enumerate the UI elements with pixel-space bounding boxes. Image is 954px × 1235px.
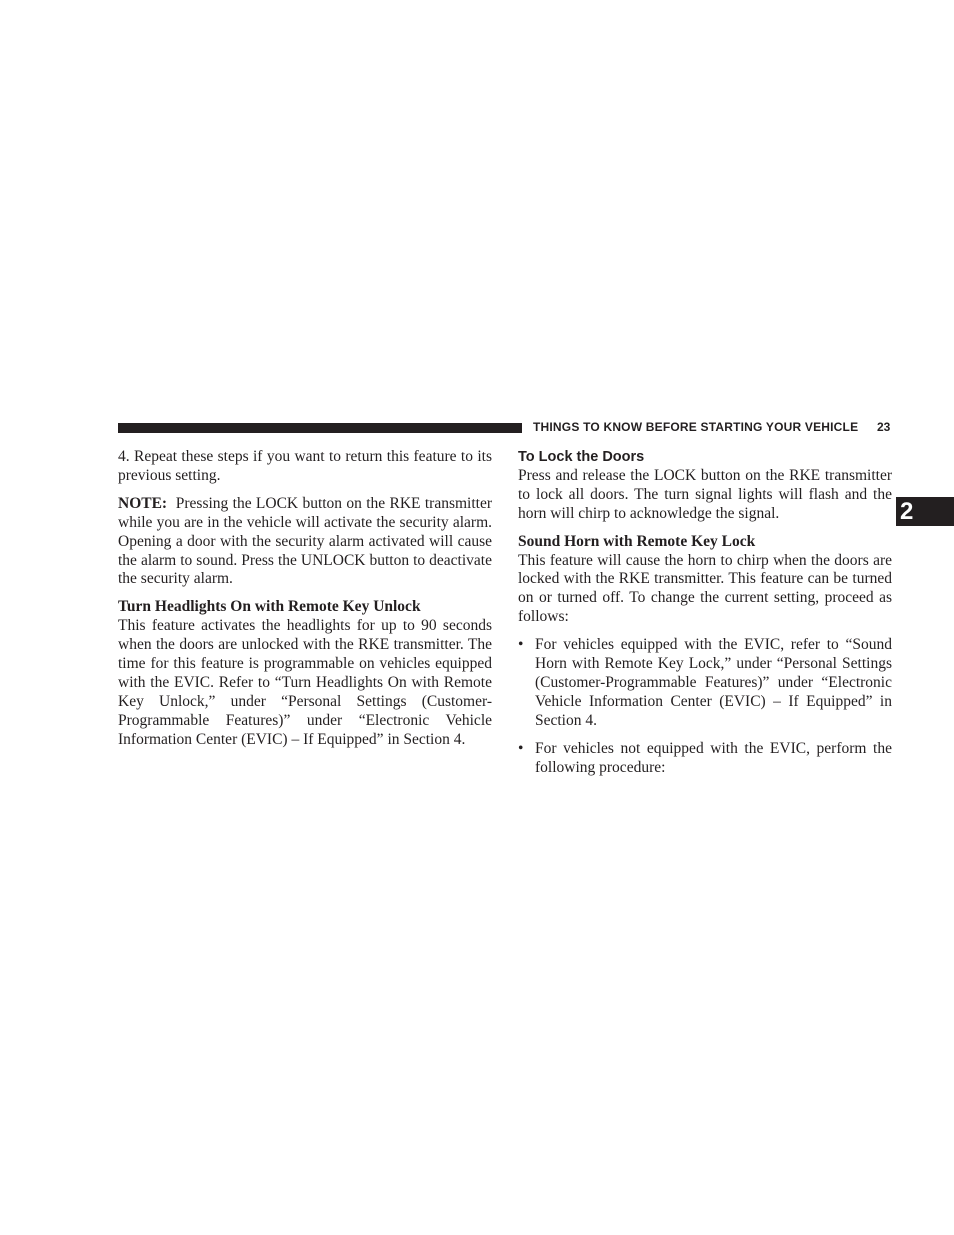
- note-paragraph: [118, 494, 496, 590]
- bullet-icon: •: [518, 636, 524, 654]
- running-header: THINGS TO KNOW BEFORE STARTING YOUR VEHICLE: [533, 420, 859, 434]
- note-label: NOTE:: [118, 494, 168, 512]
- lock-doors-heading: To Lock the Doors: [518, 449, 645, 465]
- headlights-paragraph: This feature activates the headlights for up to 90 seconds when the doors are unlocked with the RKE transmitter. The time for this feature is programmable on vehicles equipped with the EVIC. Refer to “Turn Headlights On with Remote Key Unlock,” under “Personal Settings (Customer-Programmable Features)” under “Electronic Vehicle Information Center (EVIC) – If Equipped” in Section 4.: [118, 617, 492, 748]
- note-text: Pressing the LOCK button on the RKE transmitter while you are in the vehicle will activate the security alarm. Opening a door with the security alarm activated will cause the alarm to sound. Press the UNLOCK button to deactivate the security alarm.: [118, 494, 496, 588]
- step-4-paragraph: 4. Repeat these steps if you want to return this feature to its previous setting.: [118, 448, 492, 484]
- header-rule: [118, 423, 522, 433]
- procedure-list: [518, 636, 892, 777]
- bullet-icon: •: [518, 739, 524, 757]
- left-column: [118, 448, 496, 750]
- list-item: [518, 740, 892, 778]
- page-number: 23: [877, 420, 891, 434]
- list-item: [518, 636, 892, 731]
- list-item-text: For vehicles not equipped with the EVIC, perform the following procedure:: [535, 739, 892, 776]
- lock-doors-paragraph: Press and release the LOCK button on the RKE transmitter to lock all doors. The turn signal lights will flash and the horn will chirp to acknowledge the signal.: [518, 466, 892, 522]
- sound-horn-paragraph: This feature will cause the horn to chirp when the doors are locked with the RKE transmitter. This feature can be turned on or turned off. To change the current setting, proceed as follows:: [518, 551, 892, 626]
- section-tab: 2: [896, 497, 954, 526]
- headlights-heading: Turn Headlights On with Remote Key Unlock: [118, 598, 421, 616]
- sound-horn-heading: Sound Horn with Remote Key Lock: [518, 532, 756, 550]
- list-item-text: For vehicles equipped with the EVIC, refer to “Sound Horn with Remote Key Lock,” under “Personal Settings (Customer-Programmable Features)” under “Electronic Vehicle Information Center (EVIC) – If Equipped” in Section 4.: [535, 636, 892, 729]
- right-column: [518, 448, 892, 778]
